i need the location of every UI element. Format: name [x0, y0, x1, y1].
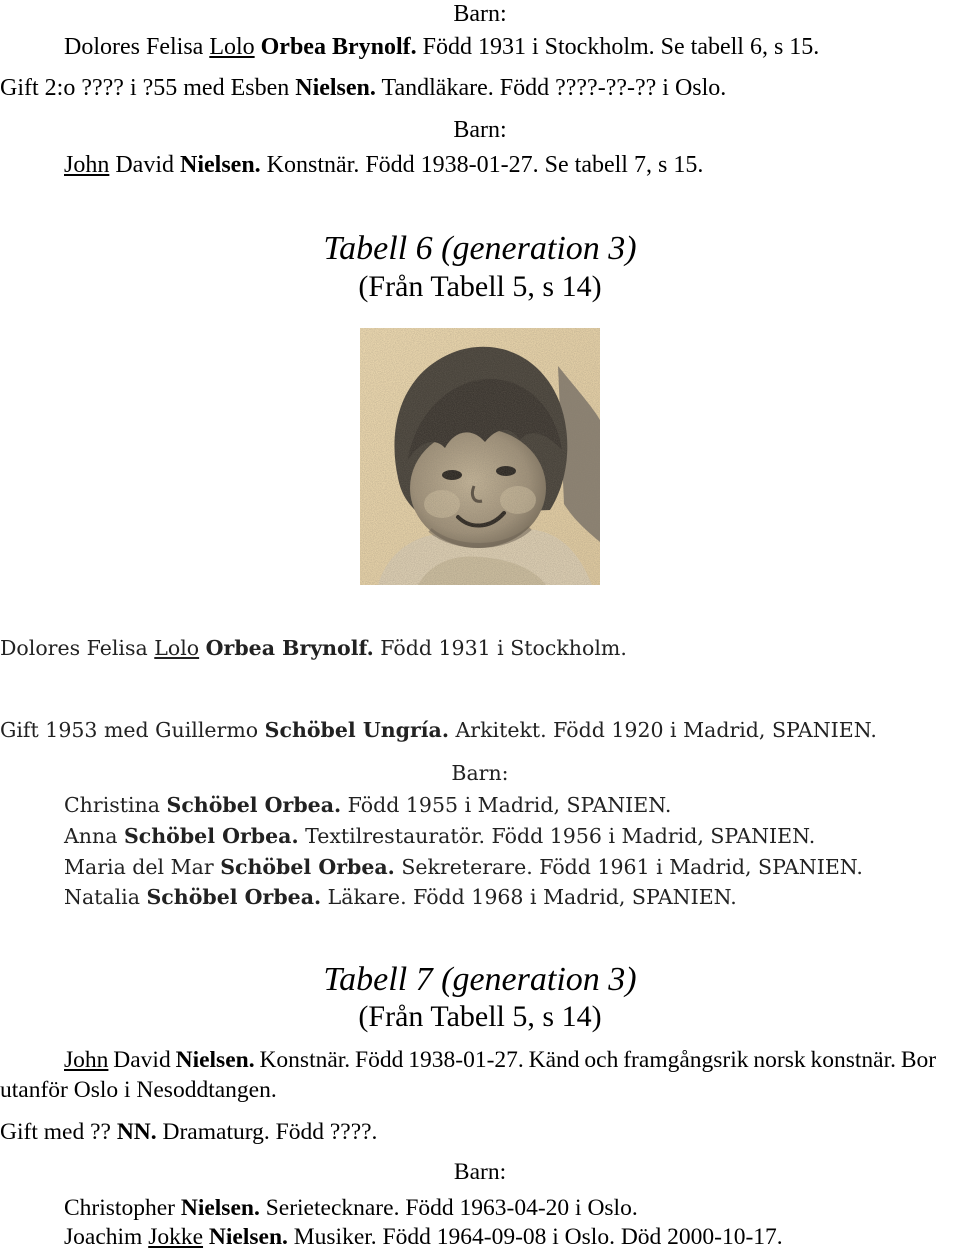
- entry-details: Serietecknare. Född 1963-04-20 i Oslo.: [265, 1195, 638, 1221]
- child-entry: [64, 823, 815, 849]
- photo-grain: [360, 328, 600, 585]
- table-source-reference: (Från Tabell 5, s 14): [358, 270, 602, 303]
- given-names: David: [115, 152, 174, 178]
- marriage-prefix: Gift 1953 med Guillermo: [0, 718, 259, 742]
- barn-heading: Barn:: [453, 1, 507, 27]
- call-name: Lolo: [154, 636, 200, 660]
- call-name: John: [64, 152, 110, 178]
- child-entry: [64, 1194, 638, 1222]
- child-entry: [64, 1223, 783, 1251]
- child-entry: [64, 854, 863, 880]
- given-names: Dolores Felisa: [0, 636, 148, 660]
- person-entry-continuation: utanför Oslo i Nesoddtangen.: [0, 1077, 277, 1103]
- person-entry-dolores: [0, 635, 627, 661]
- entry-details: Född 1931 i Stockholm.: [380, 636, 627, 660]
- child-entry: [64, 792, 671, 818]
- entry-details: Född 1955 i Madrid, SPANIEN.: [347, 793, 672, 817]
- surname: Schöbel Orbea.: [146, 885, 322, 909]
- given-names: Anna: [64, 824, 118, 848]
- surname: Nielsen.: [180, 152, 261, 178]
- surname: Schöbel Ungría.: [264, 718, 449, 742]
- marriage-entry-nn: [0, 1118, 377, 1146]
- table-title: Tabell 6 (generation 3): [323, 230, 637, 267]
- surname: Schöbel Orbea.: [220, 855, 395, 879]
- entry-details: Läkare. Född 1968 i Madrid, SPANIEN.: [327, 885, 737, 909]
- call-name: Lolo: [209, 34, 255, 60]
- entry-details: Dramaturg. Född ????.: [162, 1119, 378, 1145]
- child-entry-dolores: [64, 33, 819, 61]
- entry-details: Konstnär. Född 1938-01-27. Känd och framgångsrik norsk konstnär. Bor: [259, 1047, 937, 1073]
- surname: Nielsen.: [175, 1047, 255, 1073]
- surname: Orbea Brynolf.: [205, 636, 374, 660]
- barn-heading: Barn:: [453, 1159, 507, 1185]
- entry-details: Musiker. Född 1964-09-08 i Oslo. Död 2000-10-17.: [293, 1224, 783, 1250]
- entry-details: Arkitekt. Född 1920 i Madrid, SPANIEN.: [455, 718, 877, 742]
- surname: NN.: [116, 1119, 157, 1145]
- given-names: Dolores Felisa: [64, 34, 204, 60]
- given-names: Natalia: [64, 885, 140, 909]
- person-entry-john: [64, 1046, 936, 1074]
- entry-details: Tandläkare. Född ????-??-?? i Oslo.: [381, 75, 727, 101]
- given-names: David: [113, 1047, 171, 1073]
- portrait-photo-image: [360, 328, 600, 585]
- surname: Schöbel Orbea.: [166, 793, 342, 817]
- child-entry: [64, 884, 737, 910]
- surname: Nielsen.: [180, 1195, 260, 1221]
- entry-details: Textilrestauratör. Född 1956 i Madrid, SPANIEN.: [305, 824, 816, 848]
- surname: Schöbel Orbea.: [123, 824, 299, 848]
- surname: Nielsen.: [295, 75, 376, 101]
- marriage-prefix: Gift med ??: [0, 1119, 111, 1145]
- barn-heading: Barn:: [451, 761, 509, 785]
- table-title: Tabell 7 (generation 3): [323, 961, 637, 998]
- marriage-entry-guillermo: [0, 717, 877, 743]
- child-entry-john: [64, 151, 703, 179]
- given-names: Christopher: [64, 1195, 175, 1221]
- surname: Orbea Brynolf.: [260, 34, 417, 60]
- call-name: John: [64, 1047, 109, 1073]
- entry-details: Född 1931 i Stockholm. Se tabell 6, s 15.: [422, 34, 820, 60]
- marriage-entry-esben: [0, 74, 726, 102]
- table-source-reference: (Från Tabell 5, s 14): [358, 1000, 602, 1033]
- marriage-prefix: Gift 2:o ???? i ?55 med Esben: [0, 75, 290, 101]
- given-names: Joachim: [64, 1224, 143, 1250]
- barn-heading: Barn:: [453, 117, 507, 143]
- entry-details: Konstnär. Född 1938-01-27. Se tabell 7, s 15.: [266, 152, 704, 178]
- entry-details: Sekreterare. Född 1961 i Madrid, SPANIEN.: [401, 855, 863, 879]
- call-name: Jokke: [148, 1224, 204, 1250]
- surname: Nielsen.: [208, 1224, 288, 1250]
- given-names: Christina: [64, 793, 160, 817]
- portrait-photo: [360, 328, 600, 585]
- given-names: Maria del Mar: [64, 855, 214, 879]
